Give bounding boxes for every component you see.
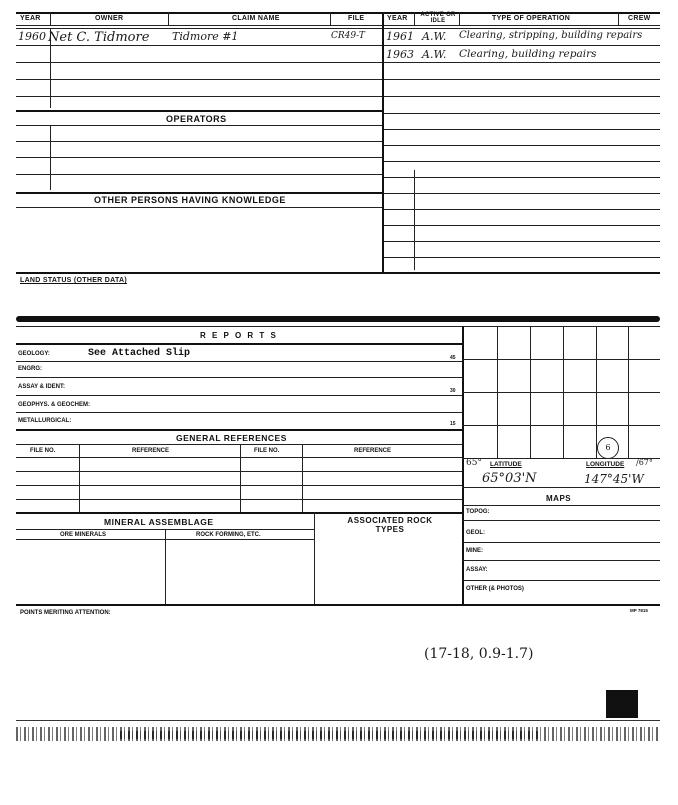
reports-title: R E P O R T S (200, 331, 278, 340)
longitude-suffix: /67° (636, 458, 653, 467)
header-year-2: YEAR (387, 15, 408, 22)
points-meriting-attention-label: POINTS MERITING ATTENTION: (20, 610, 111, 616)
scan-noise-band-dense (120, 731, 540, 739)
operators-heading: OPERATORS (166, 114, 227, 124)
owner-entry-year: 1960 (18, 30, 46, 43)
header-type-of-operation: TYPE OF OPERATION (492, 15, 571, 22)
assay-ident-label: ASSAY & IDENT: (18, 384, 66, 390)
maps-other: OTHER (& PHOTOS) (466, 586, 524, 592)
ref-header-file-no: FILE NO. (30, 448, 56, 454)
ore-minerals-header: ORE MINERALS (60, 532, 107, 538)
header-crew: CREW (628, 15, 651, 22)
ref-header-reference-2: REFERENCE (354, 448, 392, 454)
header-file: FILE (348, 15, 365, 22)
other-persons-heading: OTHER PERSONS HAVING KNOWLEDGE (94, 195, 286, 205)
maps-topog: TOPOG: (466, 509, 490, 515)
ref-header-reference: REFERENCE (132, 448, 170, 454)
owner-entry-owner: Net C. Tidmore (48, 30, 150, 45)
longitude-value: 147°45'W (584, 472, 644, 486)
geology-value: See Attached Slip (88, 348, 191, 359)
operation-entry-year: 1963 (386, 48, 414, 61)
assay-number: 30 (450, 388, 456, 394)
maps-mine: MINE: (466, 548, 483, 554)
geology-number: 45 (450, 355, 456, 361)
maps-title: MAPS (546, 494, 572, 503)
operation-entry-type: Clearing, building repairs (459, 48, 597, 60)
owner-entry-file: CR49-T (331, 31, 365, 41)
metallurgical-number: 15 (450, 421, 456, 427)
header-owner: OWNER (95, 15, 124, 22)
operation-entry-status: A.W. (422, 30, 447, 43)
maps-assay: ASSAY: (466, 567, 488, 573)
engrg-label: ENGRG: (18, 366, 42, 372)
latitude-prefix: 65° (466, 458, 482, 468)
scan-marker-block (606, 690, 638, 718)
operation-entry-status: A.W. (422, 48, 447, 61)
circled-section-number: 6 (597, 437, 619, 459)
header-claim-name: CLAIM NAME (232, 15, 280, 22)
header-year: YEAR (20, 15, 41, 22)
owner-entry-claim-name: Tidmore #1 (172, 30, 239, 43)
associated-rock-types-title: ASSOCIATED ROCK TYPES (347, 516, 433, 534)
rock-forming-header: ROCK FORMING, ETC. (196, 532, 261, 538)
ref-header-file-no-2: FILE NO. (254, 448, 280, 454)
operation-entry-type: Clearing, stripping, building repairs (459, 30, 643, 41)
geology-label: GEOLOGY: (18, 351, 50, 357)
latitude-label: LATITUDE (490, 461, 522, 468)
longitude-label: LONGITUDE (586, 461, 625, 468)
latitude-value: 65°03'N (482, 471, 537, 486)
header-active-or-idle: ACTIVE OR IDLE (420, 12, 456, 24)
land-status-label: LAND STATUS (OTHER DATA) (20, 277, 128, 284)
general-references-title: GENERAL REFERENCES (176, 433, 287, 443)
geophys-geochem-label: GEOPHYS. & GEOCHEM: (18, 402, 91, 408)
handwritten-note: (17-18, 0.9-1.7) (424, 646, 534, 662)
mineral-assemblage-title: MINERAL ASSEMBLAGE (104, 517, 214, 527)
operation-entry-year: 1961 (386, 30, 414, 43)
maps-geol: GEOL: (466, 530, 485, 536)
metallurgical-label: METALLURGICAL: (18, 418, 72, 424)
form-number: MP 7815 (630, 608, 648, 613)
